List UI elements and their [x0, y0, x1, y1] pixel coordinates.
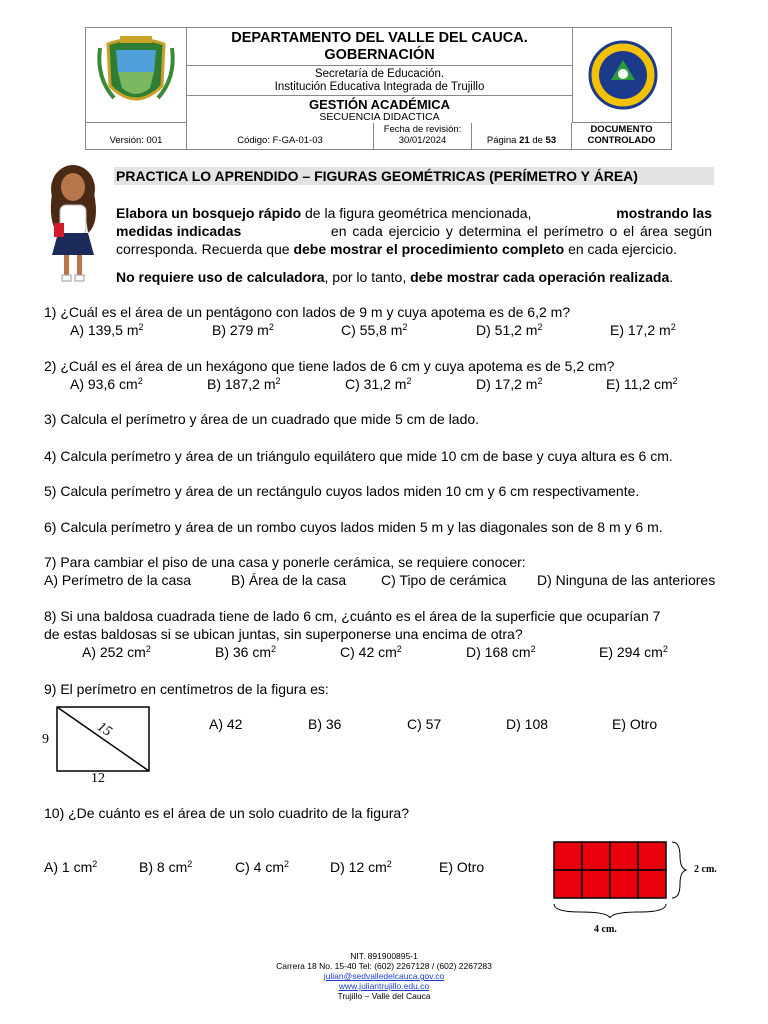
intro-text-3: corresponda. Recuerda que — [116, 241, 294, 257]
revision-label: Fecha de revisión: — [383, 124, 462, 135]
q8-option-e: E) 294 $cm^2$ — [599, 644, 668, 660]
header-area-cell — [187, 96, 572, 123]
institution-name: Institución Educativa Integrada de Trujillo — [274, 81, 485, 93]
page-current: 21 — [519, 135, 530, 146]
student-girl-illustration — [42, 163, 104, 293]
q1-option-c: C) 55,8 $m^2$ — [341, 322, 408, 338]
q1-option-a: A) 139,5 $m^2$ — [70, 322, 144, 338]
version-cell — [86, 123, 187, 149]
intro-text-2: en cada ejercicio y determina el perímetro o el área según — [330, 223, 712, 239]
page-title: PRACTICA LO APRENDIDO – FIGURAS GEOMÉTRICAS (PERÍMETRO Y ÁREA) — [116, 168, 638, 184]
management-area: GESTIÓN ACADÉMICA — [308, 97, 451, 112]
controlled-line-1: DOCUMENTO — [590, 124, 653, 135]
intro-bold-4: debe mostrar el procedimiento completo — [293, 241, 565, 257]
controlled-cell — [572, 123, 671, 149]
note-text-2: . — [669, 269, 674, 285]
q7-option-b: B) Área de la casa — [231, 572, 347, 588]
footer-web-link[interactable]: www.juliantrujillo.edu.co — [338, 981, 430, 991]
q2-option-c: C) 31,2 $m^2$ — [345, 376, 412, 392]
controlled-line-2: CONTROLADO — [587, 135, 656, 146]
q2-option-b: B) 187,2 $m^2$ — [207, 376, 281, 392]
question-8-line-1: 8) Si una baldosa cuadrada tiene de lado 6 cm, ¿cuánto es el área de la superficie que ocuparían 7 — [44, 608, 661, 624]
page-number-cell — [472, 123, 572, 149]
logo-cell-right — [572, 28, 671, 123]
intro-text-4: en cada ejercicio. — [564, 241, 678, 257]
question-5: 5) Calcula perímetro y área de un rectángulo cuyos lados miden 10 cm y 6 cm respectivamente. — [44, 483, 640, 499]
code-label: Código: F-GA-01-03 — [237, 135, 323, 146]
q9-option-d: D) 108 — [506, 716, 549, 732]
note-text-1: , por lo tanto, — [324, 269, 411, 285]
q1-option-d: D) 51,2 $m^2$ — [476, 322, 543, 338]
q10-height-label: 2 cm. — [694, 864, 717, 875]
q10-width-label: 4 cm. — [594, 924, 617, 935]
footer-address: Carrera 18 No. 15-40 Tel: (602) 2267128 / (602) 2267283 — [276, 961, 492, 971]
intro-bold-3: medidas indicadas — [116, 223, 242, 239]
document-header — [85, 27, 672, 150]
page-mid: de — [529, 135, 546, 146]
institution-seal-icon — [573, 28, 672, 123]
q10-option-e: E) Otro — [439, 859, 485, 875]
q8-option-d: D) 168 $cm^2$ — [466, 644, 536, 660]
valle-coat-of-arms-icon — [86, 28, 187, 123]
intro-text-1: de la figura geométrica mencionada, — [301, 205, 532, 221]
logo-cell-left — [86, 28, 187, 123]
question-1: 1) ¿Cuál es el área de un pentágono con lados de 9 m y cuya apotema es de 6,2 m? — [44, 304, 571, 320]
footer-nit: NIT. 891900895-1 — [350, 951, 418, 961]
question-4: 4) Calcula perímetro y área de un triángulo equilátero que mide 10 cm de base y cuya altura es 6 cm. — [44, 448, 673, 464]
q9-option-b: B) 36 — [308, 716, 342, 732]
note-bold-2: debe mostrar cada operación realizada — [410, 269, 670, 285]
intro-line-2 — [116, 222, 712, 240]
q7-option-c: C) Tipo de cerámica — [381, 572, 507, 588]
intro-line-3 — [116, 240, 712, 258]
intro-line-1 — [116, 204, 712, 222]
calculator-note — [116, 268, 673, 286]
question-8-line-2: de estas baldosas si se ubican juntas, sin superponerse una encima de otra? — [44, 626, 523, 642]
q2-option-d: D) 17,2 $m^2$ — [476, 376, 543, 392]
q2-option-e: E) 11,2 $cm^2$ — [606, 376, 678, 392]
q8-option-c: C) 42 $cm^2$ — [340, 644, 402, 660]
q10-option-a: A) 1 $cm^2$ — [44, 859, 98, 875]
q8-option-a: A) 252 $cm^2$ — [82, 644, 151, 660]
intro-bold-2: mostrando las — [616, 205, 712, 221]
intro-paragraph — [116, 204, 712, 258]
page-footer — [0, 951, 768, 1001]
header-title-cell — [187, 28, 572, 66]
government-name: GOBERNACIÓN — [324, 47, 435, 63]
question-7: 7) Para cambiar el piso de una casa y ponerle cerámica, se requiere conocer: — [44, 554, 526, 570]
q10-option-c: C) 4 $cm^2$ — [235, 859, 290, 875]
q10-grid-figure — [550, 838, 690, 918]
header-secretary-cell — [187, 66, 572, 96]
q2-option-a: A) 93,6 $cm^2$ — [70, 376, 143, 392]
q9-diagonal-label: 15 — [94, 719, 115, 740]
question-2: 2) ¿Cuál es el área de un hexágono que tiene lados de 6 cm y cuya apotema es de 5,2 cm? — [44, 358, 615, 374]
q10-option-b: B) 8 $cm^2$ — [139, 859, 193, 875]
question-10: 10) ¿De cuánto es el área de un solo cuadrito de la figura? — [44, 805, 410, 821]
q10-option-d: D) 12 $cm^2$ — [330, 859, 392, 875]
note-bold-1: No requiere uso de calculadora — [116, 269, 325, 285]
q9-option-c: C) 57 — [407, 716, 442, 732]
page-total: 53 — [545, 135, 557, 146]
q7-option-a: A) Perímetro de la casa — [44, 572, 192, 588]
q1-option-e: E) 17,2 $m^2$ — [610, 322, 676, 338]
q1-option-b: B) 279 $m^2$ — [212, 322, 274, 338]
footer-city: Trujillo – Valle del Cauca — [337, 991, 431, 1001]
question-3: 3) Calcula el perímetro y área de un cuadrado que mide 5 cm de lado. — [44, 411, 480, 427]
q9-option-e: E) Otro — [612, 716, 658, 732]
secretary-name: Secretaría de Educación. — [314, 68, 445, 80]
revision-date: 30/01/2024 — [398, 135, 447, 146]
code-cell — [187, 123, 374, 149]
footer-email-link[interactable]: julian@sedvalledelcauca.gov.co — [323, 971, 445, 981]
q7-option-d: D) Ninguna de las anteriores — [537, 572, 716, 588]
q8-option-b: B) 36 $cm^2$ — [215, 644, 277, 660]
version-label: Versión: 001 — [109, 135, 163, 146]
q9-bottom-label: 12 — [91, 771, 105, 786]
q9-side-label: 9 — [42, 732, 49, 747]
sequence-label: SECUENCIA DIDACTICA — [319, 111, 440, 123]
question-9: 9) El perímetro en centímetros de la figura es: — [44, 681, 329, 697]
page-prefix: Página — [486, 135, 520, 146]
q9-option-a: A) 42 — [209, 716, 243, 732]
department-name: DEPARTAMENTO DEL VALLE DEL CAUCA. — [231, 30, 528, 46]
intro-bold-1: Elabora un bosquejo rápido — [116, 205, 302, 221]
revision-cell — [374, 123, 472, 149]
question-6: 6) Calcula perímetro y área de un rombo cuyos lados miden 5 m y las diagonales son de 8 m y 6 m. — [44, 519, 663, 535]
